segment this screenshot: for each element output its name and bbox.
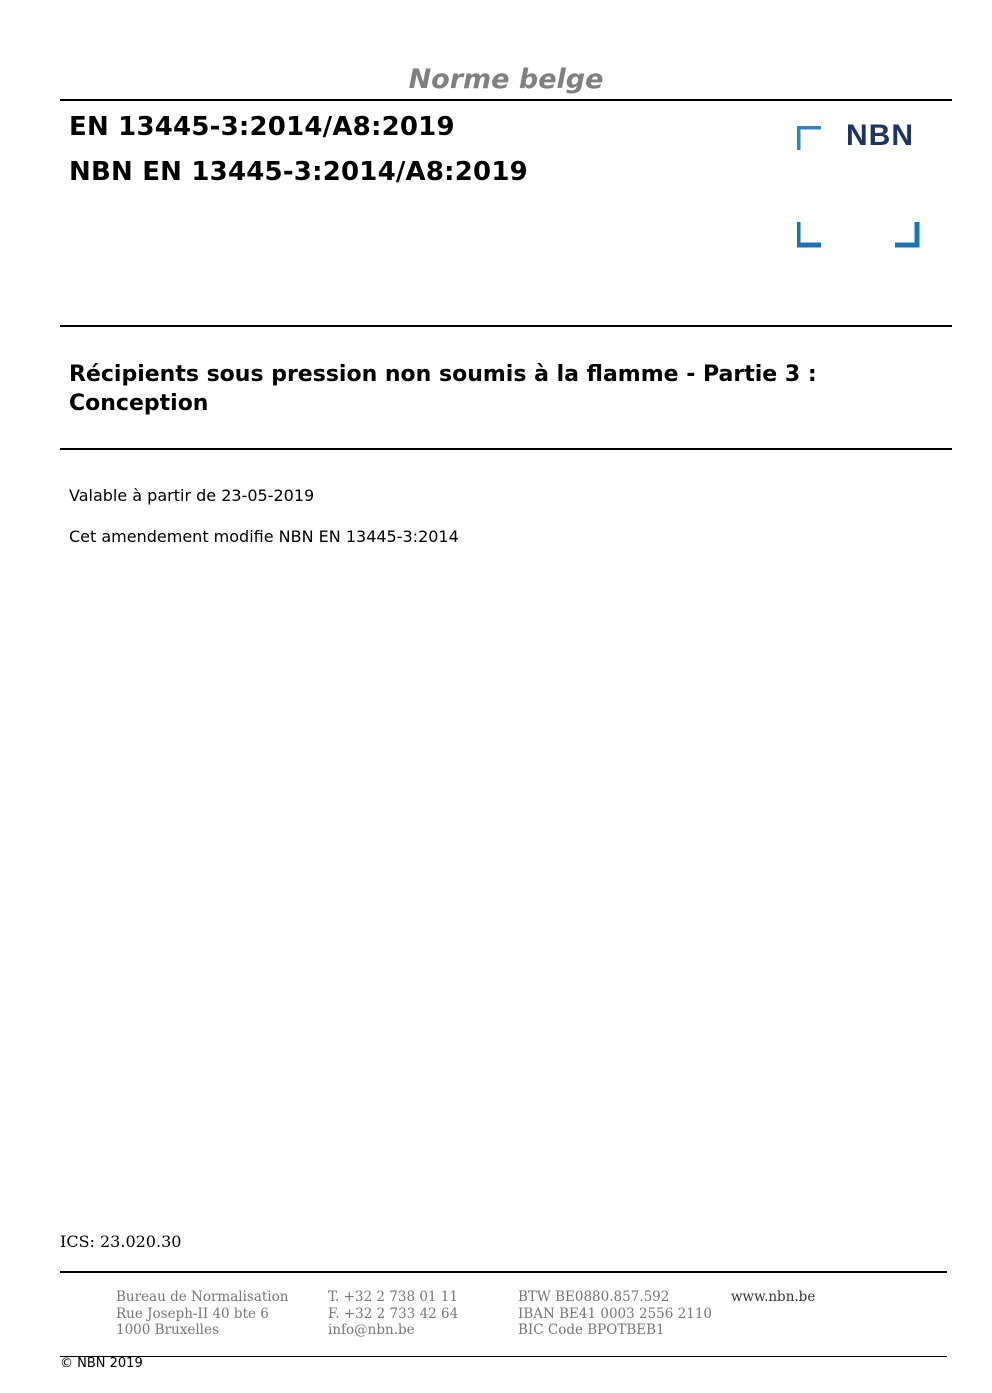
nbn-logo-text: NBN	[846, 119, 914, 152]
address-line: Rue Joseph-II 40 bte 6	[116, 1305, 269, 1322]
document-type-label: Norme belge	[408, 64, 604, 95]
title-top-rule	[60, 325, 952, 327]
footer-address	[116, 1289, 288, 1339]
ics-code: ICS: 23.020.30	[60, 1232, 182, 1251]
document-title: Récipients sous pression non soumis à la flamme - Partie 3 : Conception	[69, 362, 817, 416]
website-link[interactable]: www.nbn.be	[731, 1289, 816, 1305]
fax-number: F. +32 2 733 42 64	[328, 1305, 459, 1322]
valid-from-text: Valable à partir de 23-05-2019	[69, 486, 315, 505]
amendment-note: Cet amendement modifie NBN EN 13445-3:2014	[69, 527, 459, 546]
address-line: Bureau de Normalisation	[116, 1289, 289, 1305]
en-standard-code: EN 13445-3:2014/A8:2019	[69, 112, 455, 142]
iban-number: IBAN BE41 0003 2556 2110	[518, 1305, 713, 1322]
header-rule	[60, 99, 952, 101]
footer-bottom-rule	[60, 1356, 947, 1357]
title-bottom-rule	[60, 448, 952, 450]
nbn-standard-code: NBN EN 13445-3:2014/A8:2019	[69, 157, 528, 187]
bic-code: BIC Code BPOTBEB1	[518, 1322, 665, 1338]
footer-top-rule	[60, 1271, 947, 1273]
copyright-notice: © NBN 2019	[60, 1356, 143, 1371]
address-line: 1000 Bruxelles	[116, 1322, 219, 1338]
vat-number: BTW BE0880.857.592	[518, 1289, 670, 1305]
footer-bank	[518, 1289, 712, 1339]
phone-number: T. +32 2 738 01 11	[328, 1289, 458, 1305]
email-link[interactable]: info@nbn.be	[328, 1322, 415, 1338]
footer-contact	[328, 1289, 458, 1339]
